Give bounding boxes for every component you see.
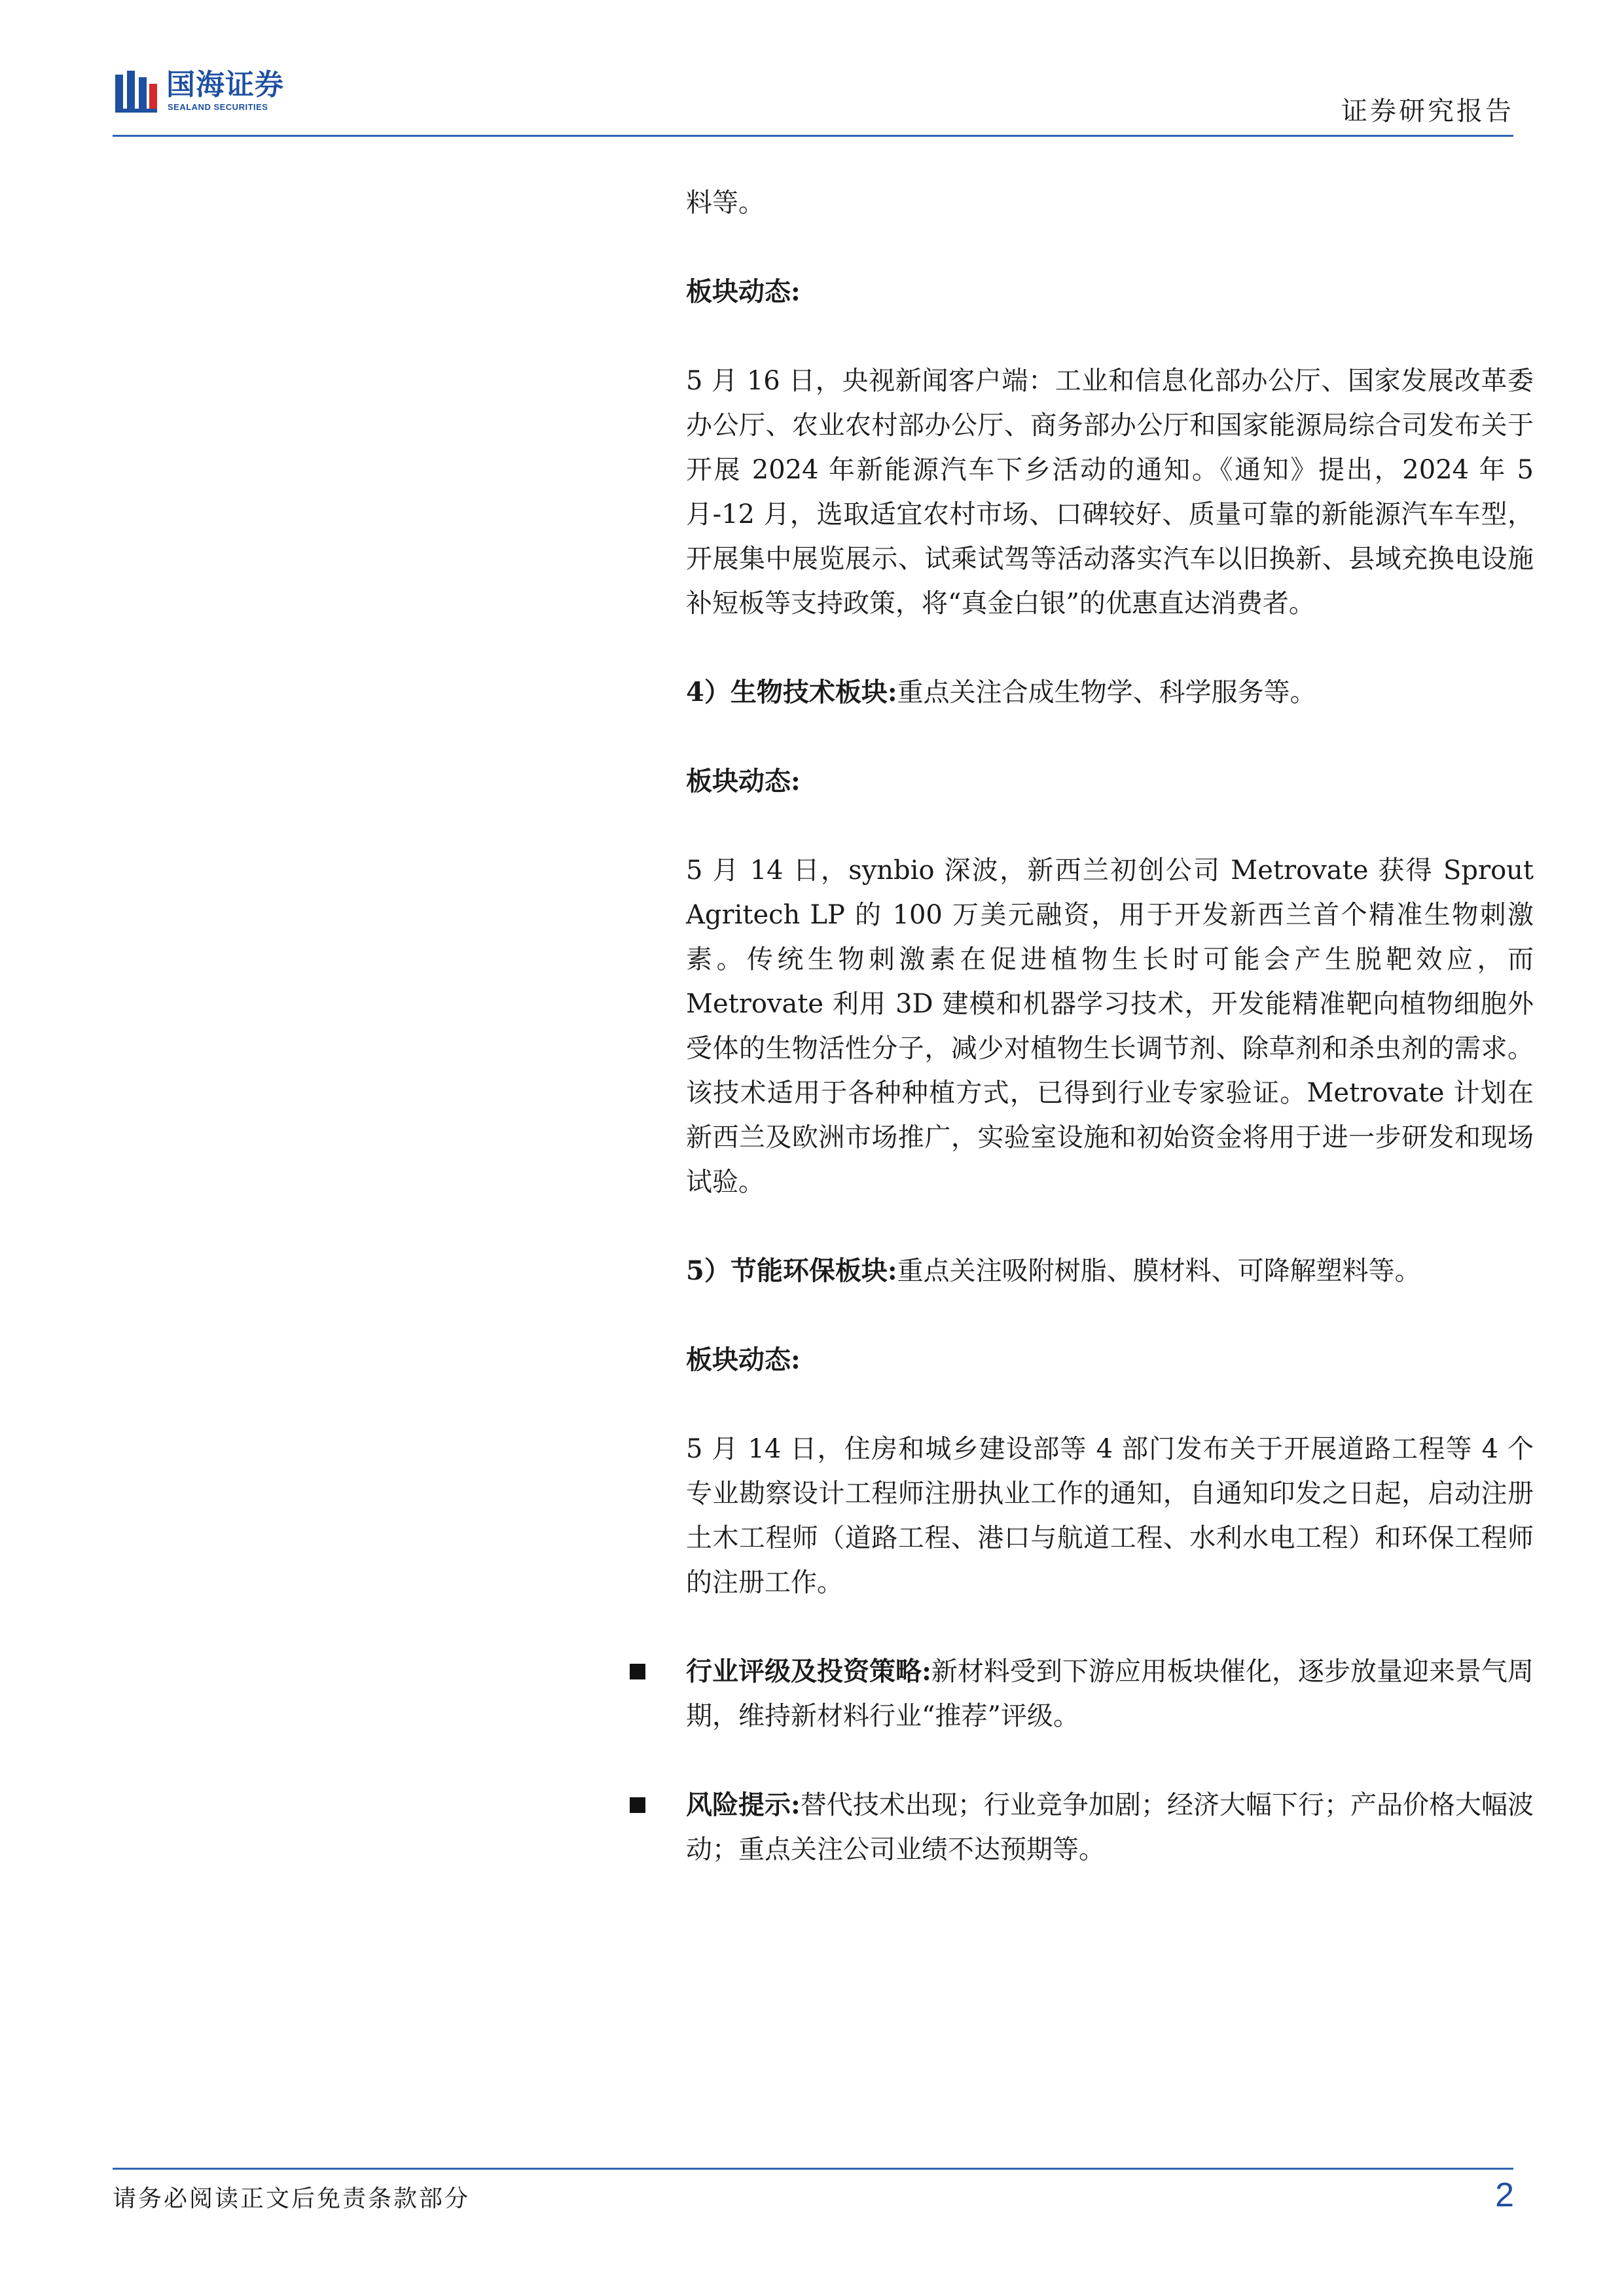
footer-disclaimer: 请务必阅读正文后免责条款部分 [113, 2185, 471, 2212]
bullet-text: 新材料受到下游应用板块催化，逐步放量迎来景气周期，维持新材料行业“推荐”评级。 [686, 1657, 1534, 1731]
report-body [686, 181, 1534, 1916]
bullet-text: 替代技术出现；行业竞争加剧；经济大幅下行；产品价格大幅波动；重点关注公司业绩不达预期等。 [686, 1790, 1534, 1865]
section-biotech [686, 670, 1534, 715]
footer-divider [113, 2168, 1513, 2170]
sealand-logo-icon [113, 68, 160, 115]
sector-news-heading: 板块动态: [686, 1344, 801, 1375]
section-energy-saving-text: 重点关注吸附树脂、膜材料、可降解塑料等。 [897, 1256, 1421, 1286]
section-energy-saving-title: 5）节能环保板块: [686, 1255, 897, 1286]
news-paragraph-biotech: 5 月 14 日，synbio 深波，新西兰初创公司 Metrovate 获得 Sprout Agritech LP 的 100 万美元融资，用于开发新西兰首个精准生物刺激素。传统生物刺激素在促进植物生长时可能会产生脱靶效应，而 Metrovate 利用 3D 建模和机器学习技术，开发能精准靶向植物细胞外受体的生物活性分子，减少对植物生长调节剂、除草剂和杀虫剂的需求。该技术适用于各种种植方式，已得到行业专家验证。Metrovate 计划在新西兰及欧洲市场推广，实验室设施和初始资金将用于进一步研发和现场试验。 [686, 855, 1534, 1197]
bullet-rating-strategy [686, 1649, 1534, 1738]
logo-chinese-name: 国海证券 [166, 68, 284, 101]
section-biotech-title: 4）生物技术板块: [686, 677, 897, 708]
bullet-title: 行业评级及投资策略: [686, 1656, 931, 1687]
news-paragraph-ev: 5 月 16 日，央视新闻客户端：工业和信息化部办公厅、国家发展改革委办公厅、农业农村部办公厅、商务部办公厅和国家能源局综合司发布关于开展 2024 年新能源汽车下乡活动的通知。《通知》提出，2024 年 5 月-12 月，选取适宜农村市场、口碑较好、质量可靠的新能源汽车车型，开展集中展览展示、试乘试驾等活动落实汽车以旧换新、县域充换电设施补短板等支持政策，将“真金白银”的优惠直达消费者。 [686, 366, 1534, 619]
section-energy-saving [686, 1249, 1534, 1293]
page-number: 2 [1495, 2176, 1514, 2214]
sector-news-heading: 板块动态: [686, 766, 801, 797]
report-type-title: 证券研究报告 [1341, 96, 1514, 126]
square-bullet-icon [630, 1664, 645, 1679]
bullet-title: 风险提示: [686, 1789, 801, 1820]
paragraph-intro-tail: 料等。 [686, 188, 765, 218]
sector-news-heading: 板块动态: [686, 276, 801, 307]
news-paragraph-engineering: 5 月 14 日，住房和城乡建设部等 4 部门发布关于开展道路工程等 4 个专业勘察设计工程师注册执业工作的通知，自通知印发之日起，启动注册土木工程师（道路工程、港口与航道工程、水利水电工程）和环保工程师的注册工作。 [686, 1434, 1534, 1598]
square-bullet-icon [630, 1797, 645, 1813]
bullet-risk-warning [686, 1783, 1534, 1872]
logo-english-name: SEALAND SECURITIES [168, 102, 268, 112]
company-logo [113, 68, 296, 120]
section-biotech-text: 重点关注合成生物学、科学服务等。 [897, 677, 1316, 708]
header-divider [113, 135, 1513, 137]
